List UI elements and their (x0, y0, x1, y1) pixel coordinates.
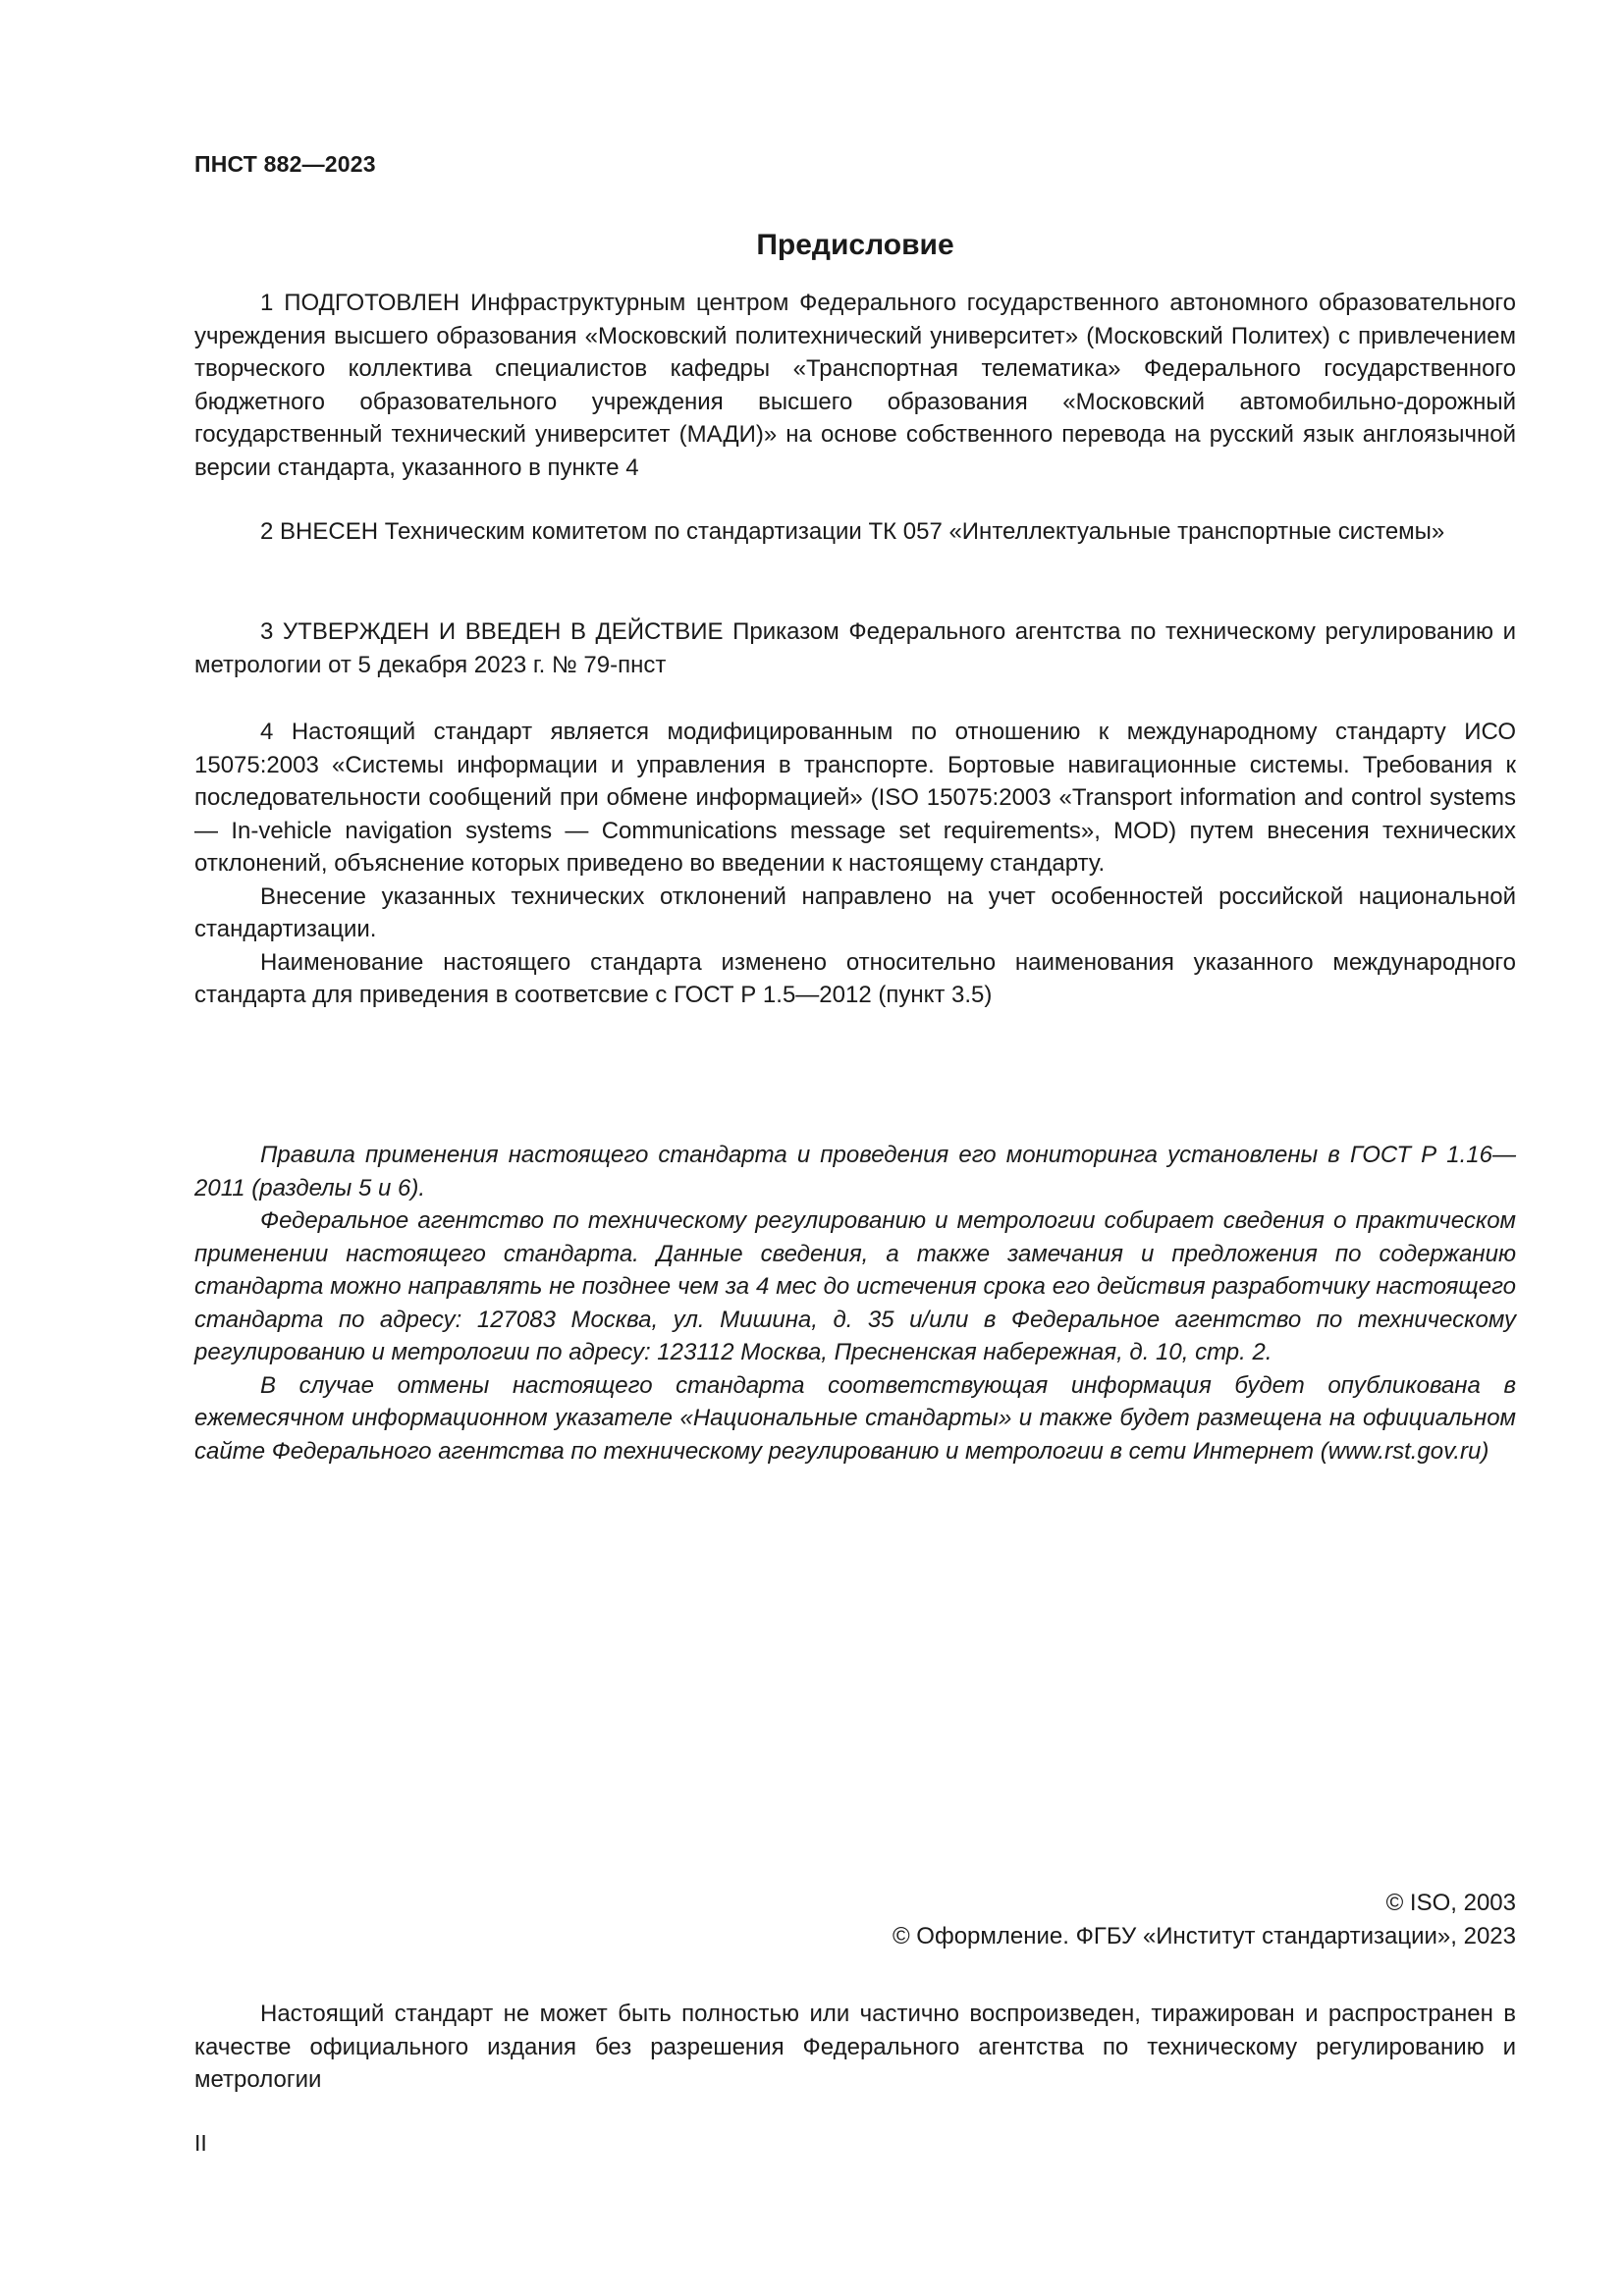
foreword-item-2 (194, 515, 1516, 549)
foreword-item-3 (194, 615, 1516, 681)
foreword-item-4 (194, 716, 1516, 1012)
italic-paragraph: Федеральное агентство по техническому регулированию и метрологии собирает сведения о практическом применении настоящего стандарта. Данные сведения, а также замечания и предложения по содержанию стандарта можно направлять не позднее чем за 4 мес до истечения срока его действия разработчику настоящего стандарта по адресу: 127083 Москва, ул. Мишина, д. 35 и/или в Федеральное агентство по техническому регулированию и метрологии по адресу: 123112 Москва, Пресненская набережная, д. 10, стр. 2. (194, 1207, 1516, 1365)
paragraph: 4 Настоящий стандарт является модифицированным по отношению к международному стандарту ИСО 15075:2003 «Системы информации и управления в транспорте. Бортовые навигационные системы. Требования к последовательности сообщений при обмене информацией» (ISO 15075:2003 «Transport information and control systems — In-vehicle navigation systems — Communications message set requirements», MOD) путем внесения технических отклонений, объяснение которых приведено во введении к настоящему стандарту. (194, 719, 1516, 877)
italic-paragraph: Правила применения настоящего стандарта и проведения его мониторинга установлены в ГОСТ Р 1.16—2011 (разделы 5 и 6). (194, 1142, 1516, 1201)
paragraph: 3 УТВЕРЖДЕН И ВВЕДЕН В ДЕЙСТВИЕ Приказом Федерального агентства по техническому регулированию и метрологии от 5 декабря 2023 г. № 79-пнст (194, 618, 1516, 678)
paragraph: Настоящий стандарт не может быть полностью или частично воспроизведен, тиражирован и распространен в качестве официального издания без разрешения Федерального агентства по техническому регулированию и метрологии (194, 2001, 1516, 2093)
document-code: ПНСТ 882—2023 (194, 151, 376, 177)
paragraph: 1 ПОДГОТОВЛЕН Инфраструктурным центром Федерального государственного автономного образовательного учреждения высшего образования «Московский политехнический университет» (Московский Политех) с привлечением творческого коллектива специалистов кафедры «Транспортная телематика» Федерального государственного бюджетного образовательного учреждения высшего образования «Московский автомобильно-дорожный государственный технический университет (МАДИ)» на основе собственного перевода на русский язык англоязычной версии стандарта, указанного в пункте 4 (194, 290, 1516, 481)
page-number: II (194, 2130, 207, 2156)
paragraph: Наименование настоящего стандарта изменено относительно наименования указанного международного стандарта для приведения в соответсвие с ГОСТ Р 1.5—2012 (пункт 3.5) (194, 948, 1516, 1008)
reproduction-notice (194, 1998, 1516, 2097)
paragraph: 2 ВНЕСЕН Техническим комитетом по стандартизации ТК 057 «Интеллектуальные транспортные системы» (260, 518, 1445, 545)
section-title: Предисловие (756, 229, 954, 261)
application-rules-note (194, 1139, 1516, 1468)
iso-copyright: © ISO, 2003 (1385, 1890, 1516, 1916)
document-page (194, 0, 1516, 2296)
foreword-item-1 (194, 287, 1516, 484)
italic-paragraph: В случае отмены настоящего стандарта соответствующая информация будет опубликована в ежемесячном информационном указателе «Национальные стандарты» и также будет размещена на официальном сайте Федерального агентства по техническому регулированию и метрологии в сети Интернет (www.rst.gov.ru) (194, 1371, 1516, 1465)
paragraph: Внесение указанных технических отклонений направлено на учет особенностей российской национальной стандартизации. (194, 882, 1516, 942)
copyright-block (893, 1887, 1516, 1953)
design-copyright: © Оформление. ФГБУ «Институт стандартизации», 2023 (892, 1923, 1516, 1949)
